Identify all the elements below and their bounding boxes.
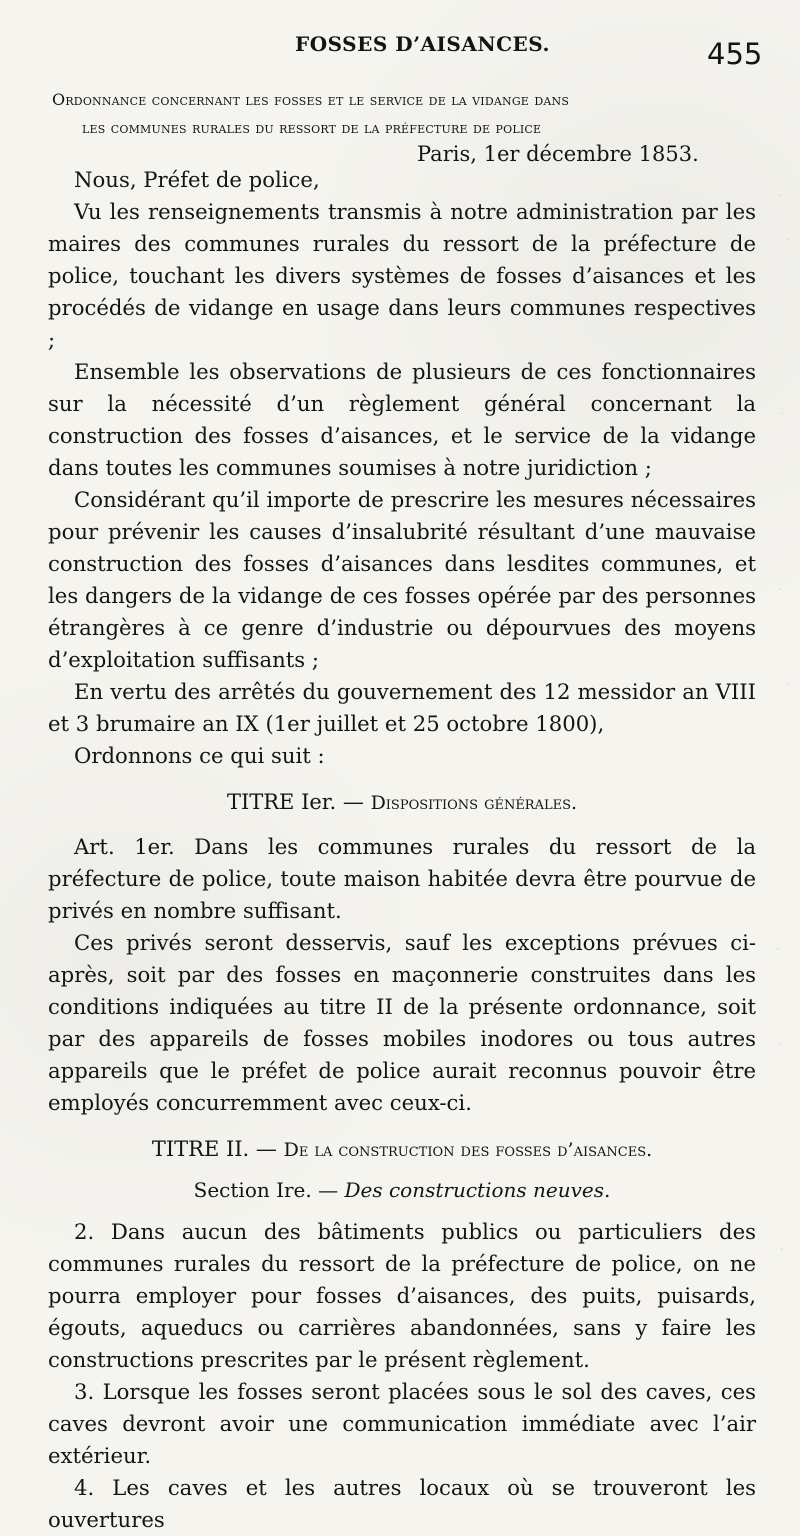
article-1: Art. 1er. Dans les communes rurales du ressort de la préfecture de police, toute maison habitée devra être pourvue de privés en nombre suffisant. (48, 834, 756, 924)
page-number: 455 (707, 37, 763, 71)
section-prefix: Section Ire. — (193, 1178, 339, 1203)
show-through-text: · (785, 675, 790, 693)
ordinance-title-line-1: Ordonnance concernant les fosses et le service de la vidange dans (52, 90, 570, 109)
paragraph-ordonnons: Ordonnons ce qui suit : (74, 743, 325, 768)
title-i-heading (48, 790, 756, 815)
show-through-text: · (779, 1240, 784, 1258)
title-ii-prefix: TITRE II. — (151, 1137, 277, 1162)
article-2: 2. Dans aucun des bâtiments publics ou particuliers des communes rurales du ressort de la préfecture de police, on ne pourra employer pour fosses d’aisances, des puits, puisards, égouts, aqueducs ou carrières abandonnées, sans y faire les constructions prescrites par le présent règlement. (48, 1219, 756, 1373)
section-heading (48, 1178, 756, 1202)
article-3: 3. Lorsque les fosses seront placées sous le sol des caves, ces caves devront avoir une communication immédiate avec l’air extérieur. (48, 1379, 756, 1469)
section-subject: Des constructions neuves. (344, 1178, 611, 1203)
ordinance-title-line-2: les communes rurales du ressort de la préfecture de police (82, 118, 542, 137)
ordinance-date: Paris, 1er décembre 1853. (417, 142, 699, 166)
show-through-text: · (777, 1035, 782, 1053)
title-ii-heading (48, 1137, 756, 1162)
show-through-text: · (777, 186, 782, 204)
paragraph-ensemble: Ensemble les observations de plusieurs de ces fonctionnaires sur la nécessité d’un règlement général concernant la construction des fosses d’aisances, et le service de la vidange dans toutes les communes soumises à notre juridiction ; (48, 359, 756, 480)
article-1-continuation: Ces privés seront desservis, sauf les exceptions prévues ci-après, soit par des fosses en maçonnerie construites dans les conditions indiquées au titre II de la présente ordonnance, soit par des appareils de fosses mobiles inodores ou tous autres appareils que le préfet de police aurait reconnus pouvoir être employés concurremment avec ceux-ci. (48, 930, 756, 1116)
title-i-prefix: TITRE Ier. — (226, 790, 364, 814)
running-head: FOSSES D’AISANCES. (295, 32, 550, 56)
paragraph-considerant: Considérant qu’il importe de prescrire les mesures nécessaires pour prévenir les causes d’insalubrité résultant d’une mauvaise construction des fosses d’aisances dans lesdites communes, et les dangers de la vidange de ces fosses opérée par des personnes étrangères à ce genre d’industrie ou dépourvues des moyens d’exploitation suffisants ; (48, 487, 756, 672)
title-ii-subject: De la construction des fosses d’aisances. (283, 1139, 653, 1162)
show-through-text: · (779, 404, 784, 422)
title-i-subject: Dispositions générales. (370, 792, 578, 814)
article-4: 4. Les caves et les autres locaux où se trouveront les ouvertures (48, 1475, 756, 1533)
show-through-text: · (777, 580, 782, 598)
paragraph-en-vertu: En vertu des arrêtés du gouvernement des 12 messidor an VIII et 3 brumaire an IX (1er juillet et 25 octobre 1800), (48, 679, 756, 736)
main-text (48, 164, 756, 1536)
paragraph-preamble: Nous, Préfet de police, (74, 167, 320, 192)
show-through-text: · (785, 230, 790, 248)
show-through-text: · (775, 940, 780, 958)
paragraph-vu: Vu les renseignements transmis à notre administration par les maires des communes rurales du ressort de la préfecture de police, touchant les divers systèmes de fosses d’aisances et les procédés de vidange en usage dans leurs communes respectives ; (48, 199, 756, 352)
